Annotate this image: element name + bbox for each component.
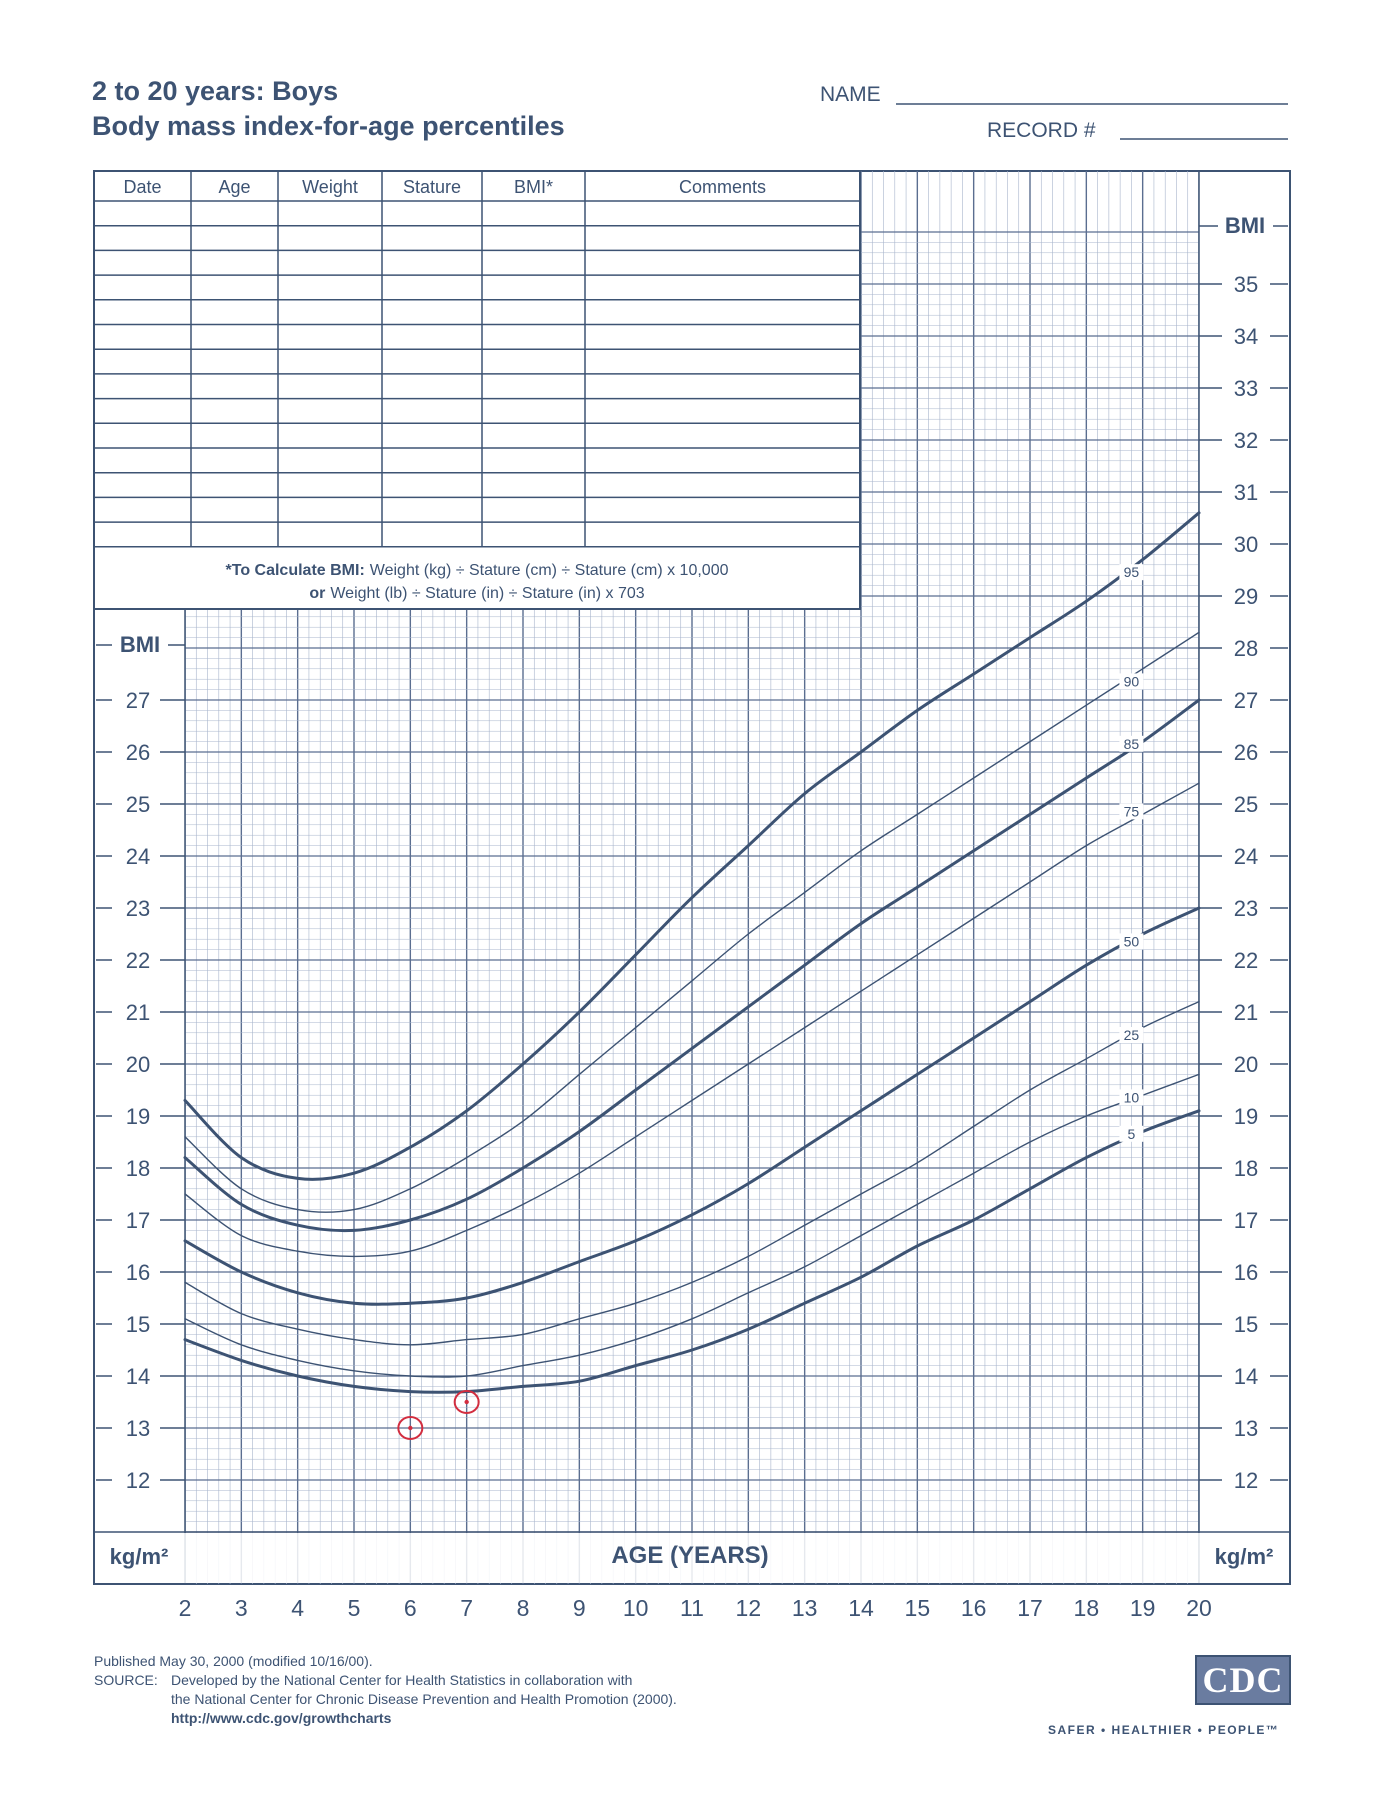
table-header-4: BMI* <box>513 177 554 197</box>
left-tick-label: 15 <box>125 1312 151 1337</box>
left-tick-label: 14 <box>125 1364 151 1389</box>
right-tick-label: 25 <box>1233 792 1259 817</box>
bmi-formula-line2 <box>309 585 644 602</box>
cdc-tagline: SAFER • HEALTHIER • PEOPLE™ <box>1048 1723 1280 1737</box>
bmi-formula-line2-bold: or <box>309 585 326 602</box>
x-tick-label: 13 <box>791 1595 818 1621</box>
percentile-label-85: 85 <box>1123 735 1140 752</box>
table-header-3: Stature <box>402 177 462 197</box>
x-tick-label: 18 <box>1073 1595 1100 1621</box>
x-tick-label: 16 <box>960 1595 987 1621</box>
record-table <box>94 171 860 609</box>
right-tick-label: 34 <box>1233 324 1259 349</box>
name-label: NAME <box>820 83 881 106</box>
left-tick-label: 27 <box>125 688 151 713</box>
percentile-label-75: 75 <box>1123 803 1140 820</box>
right-tick-label: 16 <box>1233 1260 1259 1285</box>
left-tick-label: 12 <box>125 1468 151 1493</box>
right-tick-label: 27 <box>1233 688 1259 713</box>
x-tick-label: 2 <box>178 1595 192 1621</box>
right-tick-label: 28 <box>1233 636 1259 661</box>
left-tick-label: 22 <box>125 948 151 973</box>
right-tick-label: 21 <box>1233 1000 1259 1025</box>
left-tick-label: 23 <box>125 896 151 921</box>
percentile-label-95: 95 <box>1123 564 1140 581</box>
left-tick-label: 16 <box>125 1260 151 1285</box>
left-unit-label: kg/m² <box>109 1544 169 1569</box>
percentile-label-50: 50 <box>1123 933 1140 950</box>
left-tick-label: 26 <box>125 740 151 765</box>
left-tick-label: 17 <box>125 1208 151 1233</box>
right-tick-label: 12 <box>1233 1468 1259 1493</box>
right-tick-label: 33 <box>1233 376 1259 401</box>
plotted-point-dot-1 <box>464 1400 468 1404</box>
x-tick-label: 12 <box>735 1595 762 1621</box>
x-tick-label: 3 <box>234 1595 248 1621</box>
right-tick-label: 26 <box>1233 740 1259 765</box>
table-header-1: Age <box>218 177 251 197</box>
right-tick-label: 17 <box>1233 1208 1259 1233</box>
x-tick-label: 17 <box>1017 1595 1043 1621</box>
left-tick-label: 21 <box>125 1000 151 1025</box>
chart-title-line2: Body mass index-for-age percentiles <box>92 111 565 141</box>
left-axis-title: BMI <box>119 632 161 657</box>
left-tick-label: 13 <box>125 1416 151 1441</box>
right-tick-label: 24 <box>1233 844 1259 869</box>
right-tick-label: 35 <box>1233 272 1259 297</box>
percentile-label-25: 25 <box>1123 1027 1140 1043</box>
right-tick-label: 13 <box>1233 1416 1259 1441</box>
source-line2: the National Center for Chronic Disease Prevention and Health Promotion (2000). <box>171 1691 677 1707</box>
bmi-formula-line1-bold: *To Calculate BMI: <box>225 562 365 579</box>
percentile-label-90: 90 <box>1123 673 1140 690</box>
percentile-label-5: 5 <box>1127 1125 1136 1142</box>
x-tick-label: 9 <box>572 1595 586 1621</box>
left-tick-label: 24 <box>125 844 151 869</box>
record-label: RECORD # <box>987 119 1096 142</box>
right-tick-label: 18 <box>1233 1156 1259 1181</box>
percentile-label-10: 10 <box>1123 1089 1140 1106</box>
source-text-1: Developed by the National Center for Health Statistics in collaboration with <box>171 1672 633 1688</box>
x-tick-label: 5 <box>347 1595 361 1621</box>
source-label: SOURCE: <box>94 1672 158 1688</box>
x-tick-label: 6 <box>403 1595 417 1621</box>
table-header-0: Date <box>123 177 162 197</box>
right-tick-label: 20 <box>1233 1052 1259 1077</box>
x-tick-label: 20 <box>1186 1595 1212 1621</box>
source-url[interactable]: http://www.cdc.gov/growthcharts <box>171 1710 392 1726</box>
right-tick-label: 15 <box>1233 1312 1259 1337</box>
chart-title-line1: 2 to 20 years: Boys <box>92 76 339 106</box>
x-tick-label: 10 <box>622 1595 649 1621</box>
plotted-point-dot-0 <box>408 1426 412 1430</box>
x-tick-label: 7 <box>460 1595 474 1621</box>
bmi-formula-line1 <box>226 562 729 579</box>
x-tick-label: 11 <box>680 1595 704 1621</box>
table-header-5: Comments <box>678 177 767 197</box>
bmi-formula-line2-rest: Weight (lb) ÷ Stature (in) ÷ Stature (in) x 703 <box>330 585 645 602</box>
x-tick-label: 4 <box>291 1595 305 1621</box>
x-tick-label: 15 <box>904 1595 931 1621</box>
x-tick-label: 19 <box>1129 1595 1156 1621</box>
right-tick-label: 22 <box>1233 948 1259 973</box>
x-tick-label: 14 <box>848 1595 874 1621</box>
published-note: Published May 30, 2000 (modified 10/16/00). <box>94 1653 373 1669</box>
x-axis-title: AGE (YEARS) <box>611 1542 769 1569</box>
left-tick-label: 20 <box>125 1052 151 1077</box>
footer <box>94 1652 677 1728</box>
right-tick-label: 14 <box>1233 1364 1259 1389</box>
right-unit-label: kg/m² <box>1214 1544 1274 1569</box>
bmi-formula-line1-rest: Weight (kg) ÷ Stature (cm) ÷ Stature (cm) x 10,000 <box>369 562 729 579</box>
source-line1 <box>94 1671 677 1690</box>
cdc-logo: CDC <box>1195 1655 1291 1705</box>
right-tick-label: 29 <box>1233 584 1259 609</box>
right-tick-label: 30 <box>1233 532 1259 557</box>
x-tick-label: 8 <box>516 1595 530 1621</box>
right-tick-label: 32 <box>1233 428 1259 453</box>
right-axis-title: BMI <box>1224 213 1266 238</box>
left-tick-label: 18 <box>125 1156 151 1181</box>
table-header-2: Weight <box>302 177 358 197</box>
right-tick-label: 19 <box>1233 1104 1259 1129</box>
left-tick-label: 25 <box>125 792 151 817</box>
right-tick-label: 23 <box>1233 896 1259 921</box>
left-tick-label: 19 <box>125 1104 151 1129</box>
right-tick-label: 31 <box>1233 480 1259 505</box>
